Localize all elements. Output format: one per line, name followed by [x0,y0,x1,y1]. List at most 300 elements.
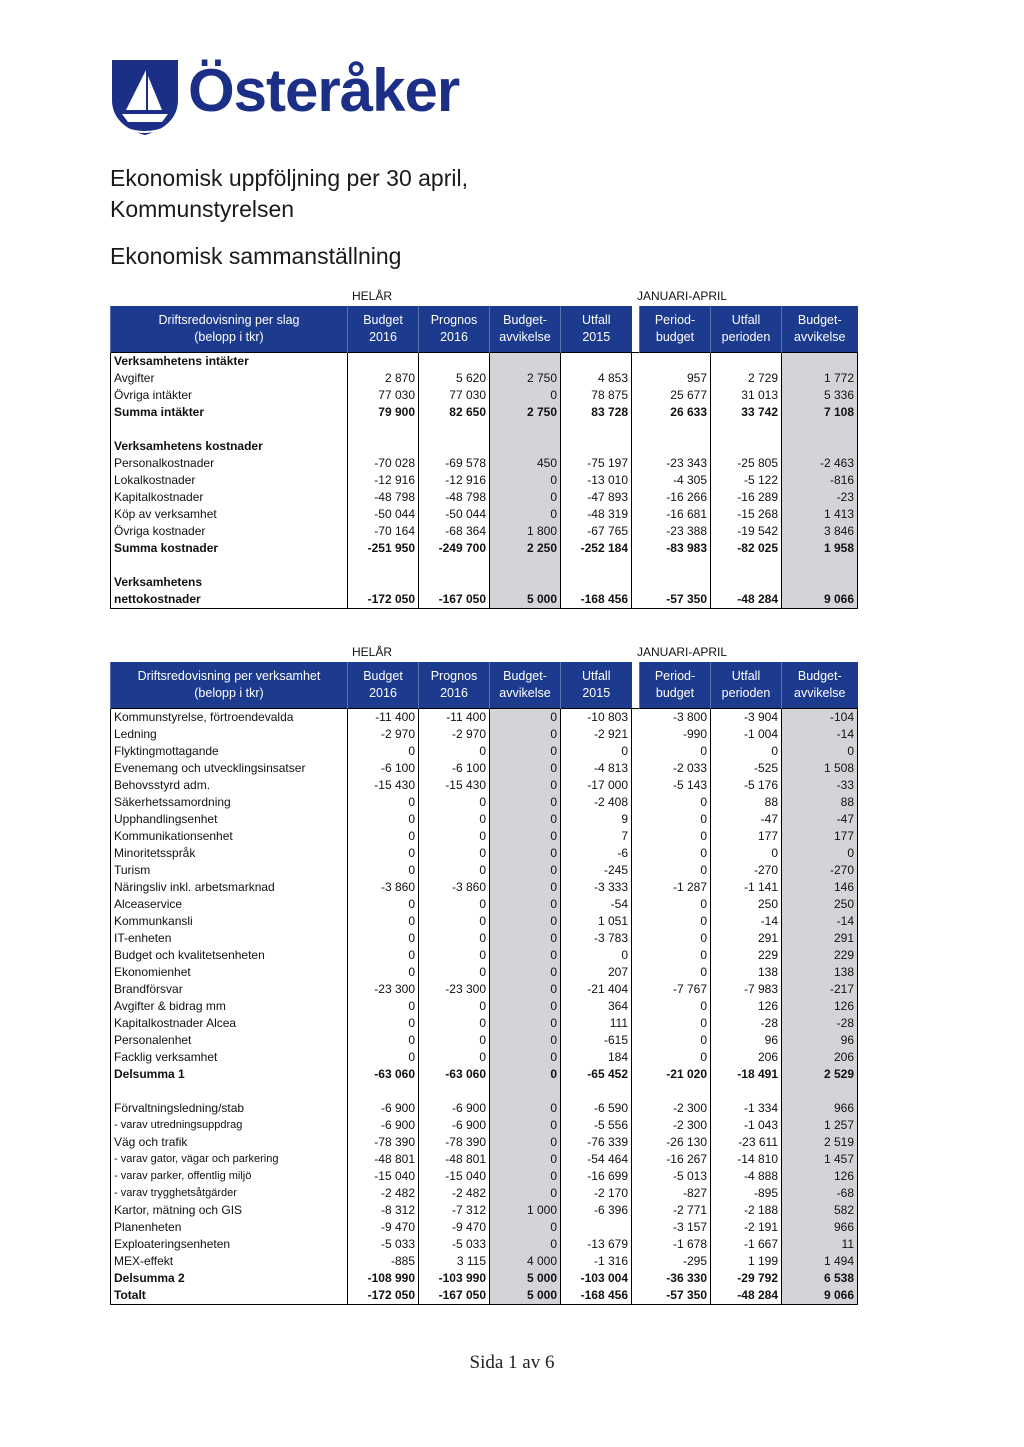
row-value: 0 [490,930,561,947]
row-value: -827 [640,1185,711,1202]
column-gap [632,930,640,947]
row-value: -1 667 [711,1236,782,1253]
table-row [111,523,858,540]
row-label [111,1083,348,1100]
row-value: 0 [348,794,419,811]
row-value: -15 430 [419,777,490,794]
row-value: 88 [782,794,858,811]
row-value: 0 [490,1049,561,1066]
row-label: MEX-effekt [111,1253,348,1270]
row-value: -68 [782,1185,858,1202]
row-label [111,421,348,438]
row-value [711,574,782,591]
row-value: -251 950 [348,540,419,557]
row-value: -9 470 [419,1219,490,1236]
table-row [111,879,858,896]
row-value: 0 [348,998,419,1015]
row-value: 0 [782,845,858,862]
row-value: 25 677 [640,387,711,404]
column-gap [632,662,640,709]
column-gap [632,726,640,743]
row-value: -14 810 [711,1151,782,1168]
row-value: -16 699 [561,1168,632,1185]
row-value: 1 257 [782,1117,858,1134]
row-value: -21 404 [561,981,632,998]
row-value: -17 000 [561,777,632,794]
row-value: -18 491 [711,1066,782,1083]
row-value: 0 [640,845,711,862]
column-gap [632,1253,640,1270]
row-value: -16 266 [640,489,711,506]
row-value: -47 [711,811,782,828]
row-value: 291 [782,930,858,947]
row-value: 2 529 [782,1066,858,1083]
row-value: 0 [640,1032,711,1049]
column-gap [632,913,640,930]
row-value: -5 033 [348,1236,419,1253]
row-value: -168 456 [561,591,632,609]
row-value [782,421,858,438]
row-value: 78 875 [561,387,632,404]
table-row [111,591,858,609]
boat-shield-icon [110,58,180,136]
row-value: 1 413 [782,506,858,523]
row-label: Exploateringsenheten [111,1236,348,1253]
column-header-label-line: Driftsredovisning per verksamhet [137,669,321,683]
row-value [419,574,490,591]
column-gap [632,1032,640,1049]
row-value: -167 050 [419,1287,490,1305]
column-header-line: 2015 [582,686,611,700]
row-value: 582 [782,1202,858,1219]
column-header [348,306,419,353]
column-header-label [111,306,348,353]
column-gap [632,1219,640,1236]
row-value: -82 025 [711,540,782,557]
row-label: Summa kostnader [111,540,348,557]
row-value [490,574,561,591]
row-value: -6 100 [419,760,490,777]
column-gap [632,1287,640,1305]
row-value: 77 030 [419,387,490,404]
row-value: 5 336 [782,387,858,404]
column-header-line: 2016 [369,686,397,700]
column-header [561,662,632,709]
row-value: -11 400 [348,709,419,727]
row-value: 0 [348,896,419,913]
table-row [111,574,858,591]
row-value: 1 051 [561,913,632,930]
row-value: 126 [782,1168,858,1185]
row-value: -50 044 [348,506,419,523]
column-gap [632,1236,640,1253]
column-gap [632,862,640,879]
table-row [111,353,858,371]
row-value: 7 108 [782,404,858,421]
row-value: 0 [490,1168,561,1185]
table-row [111,404,858,421]
column-gap [632,404,640,421]
table-row [111,930,858,947]
column-header [782,662,858,709]
row-value: 966 [782,1219,858,1236]
row-value: 0 [348,930,419,947]
table-row [111,1151,858,1168]
row-value: -3 333 [561,879,632,896]
row-value: 207 [561,964,632,981]
column-header-label [111,662,348,709]
table-row [111,794,858,811]
table-row [111,709,858,727]
row-label: Näringsliv inkl. arbetsmarknad [111,879,348,896]
row-value: -57 350 [640,1287,711,1305]
row-value: 0 [419,896,490,913]
column-gap [632,1185,640,1202]
row-value: 0 [419,794,490,811]
column-header [561,306,632,353]
row-value: 1 000 [490,1202,561,1219]
row-value: 0 [490,1151,561,1168]
row-value: 0 [490,1134,561,1151]
row-value: -15 430 [348,777,419,794]
row-value [419,438,490,455]
table-row [111,557,858,574]
row-label: Flyktingmottagande [111,743,348,760]
table-row [111,947,858,964]
row-value: -65 452 [561,1066,632,1083]
row-value [711,421,782,438]
column-gap [632,306,640,353]
row-value: -8 312 [348,1202,419,1219]
row-value [561,574,632,591]
row-value: 0 [640,964,711,981]
row-value: -54 464 [561,1151,632,1168]
row-value: -23 300 [348,981,419,998]
row-value [561,1219,632,1236]
row-value: -15 040 [419,1168,490,1185]
row-value [640,421,711,438]
row-label: Väg och trafik [111,1134,348,1151]
row-label: Ekonomienhet [111,964,348,981]
table-row [111,1015,858,1032]
row-label: Verksamhetens kostnader [111,438,348,455]
row-value [490,421,561,438]
row-value: -23 611 [711,1134,782,1151]
column-header-line: Budget- [503,669,547,683]
column-gap [632,540,640,557]
row-value: -217 [782,981,858,998]
column-header-line: Budget [363,669,403,683]
row-label: Avgifter & bidrag mm [111,998,348,1015]
row-value: -6 [561,845,632,862]
row-value: 5 000 [490,1287,561,1305]
row-value: -6 900 [419,1117,490,1134]
row-value: -252 184 [561,540,632,557]
row-value: -78 390 [348,1134,419,1151]
row-value: -525 [711,760,782,777]
row-value: -168 456 [561,1287,632,1305]
row-value: 0 [419,964,490,981]
row-label: Facklig verksamhet [111,1049,348,1066]
column-gap [632,743,640,760]
row-value [348,421,419,438]
row-value [640,1083,711,1100]
row-value: 1 800 [490,523,561,540]
row-value: -5 143 [640,777,711,794]
row-value: -23 [782,489,858,506]
column-header-line: avvikelse [794,686,846,700]
row-value [711,557,782,574]
row-value: 0 [490,743,561,760]
table-row [111,1134,858,1151]
table-row [111,1287,858,1305]
table-driftsredovisning-per-slag [110,306,858,609]
row-value: -615 [561,1032,632,1049]
row-value: 0 [419,1049,490,1066]
row-value: 0 [490,964,561,981]
row-value: -270 [782,862,858,879]
row-value: -2 300 [640,1117,711,1134]
row-label: Verksamhetens [111,574,348,591]
row-value [640,438,711,455]
row-value: 2 870 [348,370,419,387]
column-header-line: 2015 [582,330,611,344]
row-value: 0 [490,913,561,930]
table-row [111,1270,858,1287]
column-header-label-line: Driftsredovisning per slag [158,313,300,327]
column-header-line: 2016 [440,686,468,700]
table-row [111,1032,858,1049]
table-row [111,862,858,879]
row-value: 0 [490,947,561,964]
row-value: 0 [640,794,711,811]
row-value: -16 289 [711,489,782,506]
column-header-line: Period- [654,669,696,683]
row-value: -103 990 [419,1270,490,1287]
row-label: Köp av verksamhet [111,506,348,523]
row-value: 0 [640,1015,711,1032]
row-value: -167 050 [419,591,490,609]
row-value: -7 312 [419,1202,490,1219]
row-value: -54 [561,896,632,913]
column-header-label-line: (belopp i tkr) [194,686,264,700]
table-row [111,760,858,777]
table-row [111,421,858,438]
row-value [640,557,711,574]
table-header-row [111,662,858,709]
row-value: -63 060 [419,1066,490,1083]
table-row [111,1049,858,1066]
row-value [782,1083,858,1100]
row-value: 9 066 [782,1287,858,1305]
row-value [419,353,490,371]
table-row [111,438,858,455]
row-value: -12 916 [419,472,490,489]
row-label: Minoritetsspråk [111,845,348,862]
row-value: -885 [348,1253,419,1270]
row-value: 206 [711,1049,782,1066]
row-value: -2 771 [640,1202,711,1219]
row-label: Övriga kostnader [111,523,348,540]
row-value: -25 805 [711,455,782,472]
table-row [111,896,858,913]
table-row [111,1168,858,1185]
row-value: 206 [782,1049,858,1066]
row-value: 0 [490,1066,561,1083]
row-value: -5 556 [561,1117,632,1134]
row-value: 0 [490,506,561,523]
column-gap [632,455,640,472]
row-value: -1 334 [711,1100,782,1117]
row-value: 5 000 [490,1270,561,1287]
column-header-line: Utfall [731,669,761,683]
row-label: Upphandlingsenhet [111,811,348,828]
row-value: 0 [419,743,490,760]
row-value: -5 013 [640,1168,711,1185]
row-value: -28 [711,1015,782,1032]
row-label: Kartor, mätning och GIS [111,1202,348,1219]
row-value: -3 860 [419,879,490,896]
row-value: 0 [490,998,561,1015]
row-value: 0 [419,930,490,947]
row-label: Kapitalkostnader Alcea [111,1015,348,1032]
row-value: 82 650 [419,404,490,421]
row-value: -48 801 [348,1151,419,1168]
row-value [561,353,632,371]
table-row [111,1083,858,1100]
org-name: Österåker [188,57,460,124]
column-header-line: Budget- [797,669,842,683]
row-value: 0 [561,743,632,760]
row-value: -2 188 [711,1202,782,1219]
row-value [782,574,858,591]
table2-group-left: HELÅR [352,645,393,659]
row-label: Avgifter [111,370,348,387]
row-label: Kommunkansli [111,913,348,930]
row-value [348,574,419,591]
row-value: -33 [782,777,858,794]
table-row [111,845,858,862]
row-value: 250 [711,896,782,913]
row-value: 0 [490,1032,561,1049]
row-value: 0 [490,862,561,879]
row-value: -6 590 [561,1100,632,1117]
row-value: -2 482 [419,1185,490,1202]
column-gap [632,760,640,777]
row-value: -4 813 [561,760,632,777]
column-gap [632,370,640,387]
row-value: 0 [640,947,711,964]
row-value: -103 004 [561,1270,632,1287]
column-header-label-line: (belopp i tkr) [194,330,264,344]
row-value: -6 900 [348,1117,419,1134]
table-row [111,913,858,930]
column-header-line: Prognos [430,313,478,327]
column-header-line: 2016 [440,330,468,344]
row-value: -1 043 [711,1117,782,1134]
row-value [419,1083,490,1100]
row-value: -76 339 [561,1134,632,1151]
row-value: 0 [640,913,711,930]
row-value: 3 846 [782,523,858,540]
row-value [782,438,858,455]
row-value: 177 [782,828,858,845]
column-gap [632,709,640,727]
row-value [561,438,632,455]
row-value: 966 [782,1100,858,1117]
row-value: -2 170 [561,1185,632,1202]
table-row [111,455,858,472]
row-value: 9 [561,811,632,828]
column-header-line: Budget- [797,313,842,327]
table-row [111,370,858,387]
column-header-line: Period- [654,313,696,327]
row-label: Totalt [111,1287,348,1305]
row-value: -13 679 [561,1236,632,1253]
table-row [111,1185,858,1202]
table-row [111,472,858,489]
row-value [711,1083,782,1100]
row-value: 0 [490,981,561,998]
row-value: -6 900 [419,1100,490,1117]
row-value: -36 330 [640,1270,711,1287]
row-value: 0 [490,709,561,727]
row-label: Kommunikationsenhet [111,828,348,845]
column-gap [632,489,640,506]
table-row [111,1253,858,1270]
row-value: 0 [348,1015,419,1032]
title-line-2: Kommunstyrelsen [110,196,295,222]
row-value: -47 893 [561,489,632,506]
row-value: 0 [561,947,632,964]
row-value: 1 494 [782,1253,858,1270]
row-value: -68 364 [419,523,490,540]
row-value: 26 633 [640,404,711,421]
table-row [111,1100,858,1117]
table-row [111,998,858,1015]
row-value: 9 066 [782,591,858,609]
row-value: 2 519 [782,1134,858,1151]
row-label: Övriga intäkter [111,387,348,404]
row-value: -12 916 [348,472,419,489]
row-value: 126 [782,998,858,1015]
row-value: -48 801 [419,1151,490,1168]
row-value: -172 050 [348,1287,419,1305]
row-value [490,353,561,371]
table-row [111,981,858,998]
row-value: 4 853 [561,370,632,387]
row-value: 0 [640,1049,711,1066]
row-value: 0 [490,879,561,896]
row-value: -48 798 [348,489,419,506]
row-value [640,353,711,371]
row-value: -895 [711,1185,782,1202]
row-value: 77 030 [348,387,419,404]
row-value: 138 [782,964,858,981]
row-value: 0 [782,743,858,760]
row-label: Brandförsvar [111,981,348,998]
column-header-line: Utfall [582,669,611,683]
row-value: -3 860 [348,879,419,896]
column-header-line: Utfall [582,313,611,327]
row-value: -69 578 [419,455,490,472]
row-value: -2 482 [348,1185,419,1202]
row-value: -16 267 [640,1151,711,1168]
row-value: -23 300 [419,981,490,998]
column-gap [632,557,640,574]
row-label: Behovsstyrd adm. [111,777,348,794]
row-value: -11 400 [419,709,490,727]
